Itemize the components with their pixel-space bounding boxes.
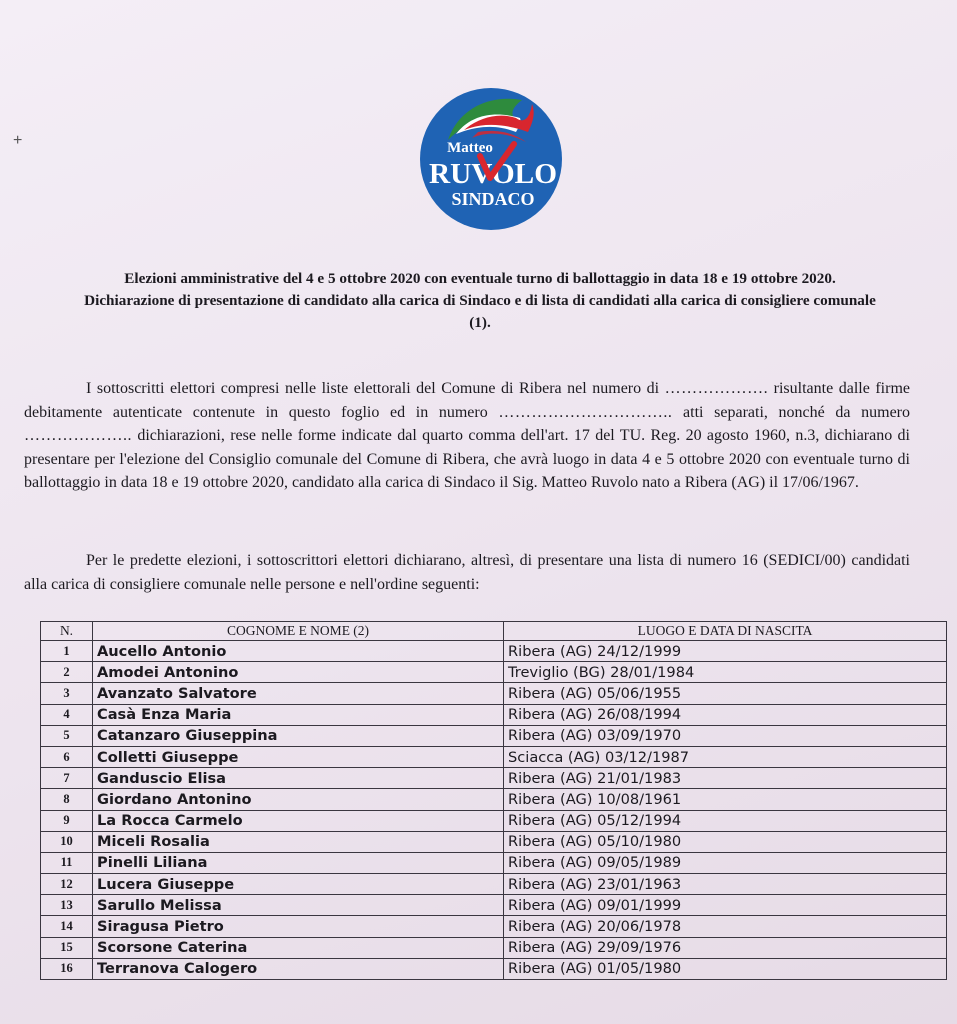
candidate-name: Scorsone Caterina: [93, 937, 504, 958]
candidates-table: [40, 621, 947, 980]
candidate-birth: Ribera (AG) 05/06/1955: [504, 683, 947, 704]
candidate-birth: Ribera (AG) 09/01/1999: [504, 895, 947, 916]
table-row: [41, 641, 947, 662]
table-header-row: [41, 622, 947, 641]
candidate-birth: Ribera (AG) 24/12/1999: [504, 641, 947, 662]
heading-line-2: Dichiarazione di presentazione di candidato alla carica di Sindaco e di lista di candidati alla carica di consigliere comunale: [84, 292, 876, 309]
table-row: [41, 895, 947, 916]
table-row: [41, 746, 947, 767]
row-number: 2: [41, 662, 93, 683]
header-number: N.: [41, 622, 93, 641]
candidate-name: Terranova Calogero: [93, 958, 504, 979]
logo-sindaco: SINDACO: [451, 189, 535, 209]
heading-line-1: Elezioni amministrative del 4 e 5 ottobre 2020 con eventuale turno di ballottaggio in data 18 e 19 ottobre 2020.: [124, 270, 836, 287]
table-row: [41, 683, 947, 704]
candidate-birth: Ribera (AG) 26/08/1994: [504, 704, 947, 725]
candidate-name: Giordano Antonino: [93, 789, 504, 810]
candidate-birth: Ribera (AG) 05/12/1994: [504, 810, 947, 831]
row-number: 16: [41, 958, 93, 979]
matteo-ruvolo-sindaco-logo: [418, 88, 564, 230]
heading-line-3: (1).: [469, 314, 491, 331]
candidate-name: Lucera Giuseppe: [93, 874, 504, 895]
header-name: COGNOME E NOME (2): [93, 622, 504, 641]
table-row: [41, 852, 947, 873]
table-row: [41, 916, 947, 937]
corner-plus-mark: +: [13, 132, 23, 149]
candidate-birth: Sciacca (AG) 03/12/1987: [504, 746, 947, 767]
candidate-name: Catanzaro Giuseppina: [93, 725, 504, 746]
row-number: 6: [41, 746, 93, 767]
candidate-birth: Treviglio (BG) 28/01/1984: [504, 662, 947, 683]
table-row: [41, 662, 947, 683]
table-row: [41, 725, 947, 746]
candidate-birth: Ribera (AG) 10/08/1961: [504, 789, 947, 810]
table-row: [41, 810, 947, 831]
table-row: [41, 704, 947, 725]
candidate-name: Amodei Antonino: [93, 662, 504, 683]
list-paragraph-text: Per le predette elezioni, i sottoscrittori elettori dichiarano, altresì, di presentare una lista di numero 16 (SEDICI/00) candidati alla carica di consigliere comunale nelle persone e nell'ordine seguenti:: [24, 552, 910, 593]
declaration-paragraph: [24, 377, 910, 495]
candidate-birth: Ribera (AG) 20/06/1978: [504, 916, 947, 937]
candidate-name: Miceli Rosalia: [93, 831, 504, 852]
declaration-text-1: I sottoscritti elettori compresi nelle liste elettorali del Comune di Ribera nel numero di: [86, 380, 660, 397]
logo-first-name: Matteo: [447, 140, 493, 156]
table-row: [41, 768, 947, 789]
row-number: 8: [41, 789, 93, 810]
candidate-name: Avanzato Salvatore: [93, 683, 504, 704]
row-number: 5: [41, 725, 93, 746]
row-number: 4: [41, 704, 93, 725]
candidate-name: Siragusa Pietro: [93, 916, 504, 937]
candidate-name: Sarullo Melissa: [93, 895, 504, 916]
candidate-birth: Ribera (AG) 05/10/1980: [504, 831, 947, 852]
row-number: 1: [41, 641, 93, 662]
blank-dots-2: …………………………..: [498, 403, 673, 421]
row-number: 12: [41, 874, 93, 895]
candidate-name: Pinelli Liliana: [93, 852, 504, 873]
candidate-birth: Ribera (AG) 03/09/1970: [504, 725, 947, 746]
candidate-name: Casà Enza Maria: [93, 704, 504, 725]
row-number: 11: [41, 852, 93, 873]
row-number: 3: [41, 683, 93, 704]
table-row: [41, 789, 947, 810]
row-number: 10: [41, 831, 93, 852]
table-row: [41, 958, 947, 979]
candidate-birth: Ribera (AG) 01/05/1980: [504, 958, 947, 979]
declaration-text-3: atti separati, nonché da numero: [683, 403, 911, 421]
document-heading: [20, 268, 940, 334]
candidate-name: Aucello Antonio: [93, 641, 504, 662]
table-row: [41, 874, 947, 895]
candidate-name: Colletti Giuseppe: [93, 746, 504, 767]
header-birth: LUOGO E DATA DI NASCITA: [504, 622, 947, 641]
list-paragraph: [24, 549, 910, 596]
blank-dots-1: ……………….: [664, 380, 769, 397]
logo-surname: RUVOLO: [429, 158, 557, 190]
candidate-name: Ganduscio Elisa: [93, 768, 504, 789]
row-number: 13: [41, 895, 93, 916]
blank-dots-3: ………………..: [24, 427, 132, 444]
candidate-name: La Rocca Carmelo: [93, 810, 504, 831]
table-row: [41, 831, 947, 852]
candidate-birth: Ribera (AG) 23/01/1963: [504, 874, 947, 895]
candidate-birth: Ribera (AG) 21/01/1983: [504, 768, 947, 789]
declaration-text-2: risultante dalle firme debitamente autenticate contenute in questo foglio ed in numero: [24, 380, 910, 421]
row-number: 15: [41, 937, 93, 958]
declaration-text-4: dichiarazioni, rese nelle forme indicate dal quarto comma dell'art. 17 del TU. Reg. 20 agosto 1960, n.3, dichiarano di presentare per l'elezione del Consiglio comunale del Comune di Ribera, che avrà luogo in data 4 e 5 ottobre 2020 con eventuale turno di ballottaggio in data 18 e 19 ottobre 2020, candidato alla carica di Sindaco il Sig. Matteo Ruvolo nato a Ribera (AG) il 17/06/1967.: [24, 427, 911, 491]
candidate-birth: Ribera (AG) 29/09/1976: [504, 937, 947, 958]
row-number: 9: [41, 810, 93, 831]
row-number: 14: [41, 916, 93, 937]
table-row: [41, 937, 947, 958]
candidate-birth: Ribera (AG) 09/05/1989: [504, 852, 947, 873]
row-number: 7: [41, 768, 93, 789]
